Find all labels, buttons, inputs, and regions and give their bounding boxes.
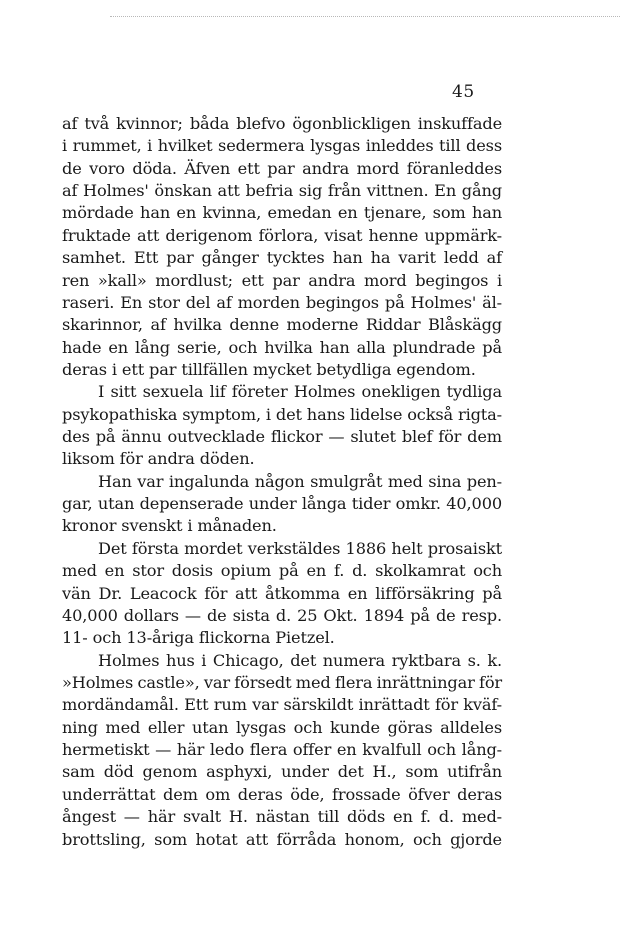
text-line: brottsling, som hotat att förråda honom, och gjorde — [62, 829, 502, 849]
text-line: hade en lång serie, och hvilka han alla plundrade på — [62, 337, 502, 357]
text-line: deras i ett par tillfällen mycket betydliga egendom. — [62, 359, 476, 379]
text-line: gar, utan depenserade under långa tider omkr. 40,000 — [62, 494, 502, 514]
text-line: ångest — här svalt H. nästan till döds en f. d. med- — [62, 807, 502, 827]
text-line: med en stor dosis opium på en f. d. skolkamrat och — [62, 561, 502, 581]
text-line: 40,000 dollars — de sista d. 25 Okt. 1894 på de resp. — [62, 605, 502, 625]
text-line: mördade han en kvinna, emedan en tjenare, som han — [62, 203, 502, 223]
text-line: af Holmes' önskan att befria sig från vittnen. En gång — [62, 181, 502, 201]
text-line: ning med eller utan lysgas och kunde göras alldeles — [62, 717, 502, 737]
text-line: Det första mordet verkstäldes 1886 helt prosaiskt — [98, 538, 502, 558]
text-line: de voro döda. Äfven ett par andra mord föranleddes — [62, 158, 502, 178]
text-line: underrättat dem om deras öde, frossade öfver deras — [62, 784, 502, 804]
text-line: vän Dr. Leacock för att åtkomma en lifförsäkring på — [62, 583, 502, 603]
text-line: fruktade att derigenom förlora, visat henne uppmärk- — [62, 225, 502, 245]
text-line: I sitt sexuela lif företer Holmes onekligen tydliga — [98, 382, 502, 402]
text-line: Han var ingalunda någon smulgråt med sina pen- — [98, 471, 502, 491]
body-text — [62, 113, 502, 851]
text-line: af två kvinnor; båda blefvo ögonblickligen inskuffade — [62, 114, 502, 133]
text-line: kronor svenskt i månaden. — [62, 516, 277, 536]
text-line: ren »kall» mordlust; ett par andra mord begingos i — [62, 270, 502, 290]
text-line: psykopathiska symptom, i det hans lidelse också rigta- — [62, 404, 502, 424]
text-line: skarinnor, af hvilka denne moderne Riddar Blåskägg — [62, 315, 502, 335]
text-line: des på ännu outvecklade flickor — slutet blef för dem — [62, 427, 502, 447]
page-number: 45 — [452, 82, 475, 102]
text-line: i rummet, i hvilket sedermera lysgas inleddes till dess — [62, 136, 502, 156]
text-line: liksom för andra döden. — [62, 449, 255, 469]
page-top-edge — [110, 16, 620, 17]
text-line: Holmes hus i Chicago, det numera ryktbara s. k. — [98, 650, 502, 670]
text-line: 11- och 13-åriga flickorna Pietzel. — [62, 628, 335, 648]
text-line: »Holmes castle», var försedt med flera inrättningar för — [62, 672, 502, 692]
text-line: hermetiskt — här ledo flera offer en kvalfull och lång- — [62, 740, 502, 760]
text-line: mordändamål. Ett rum var särskildt inrättadt för kväf- — [62, 695, 502, 715]
text-line: sam död genom asphyxi, under det H., som utifrån — [62, 762, 502, 782]
text-line: raseri. En stor del af morden begingos på Holmes' äl- — [62, 292, 502, 312]
text-line: samhet. Ett par gånger tycktes han ha varit ledd af — [62, 248, 502, 268]
